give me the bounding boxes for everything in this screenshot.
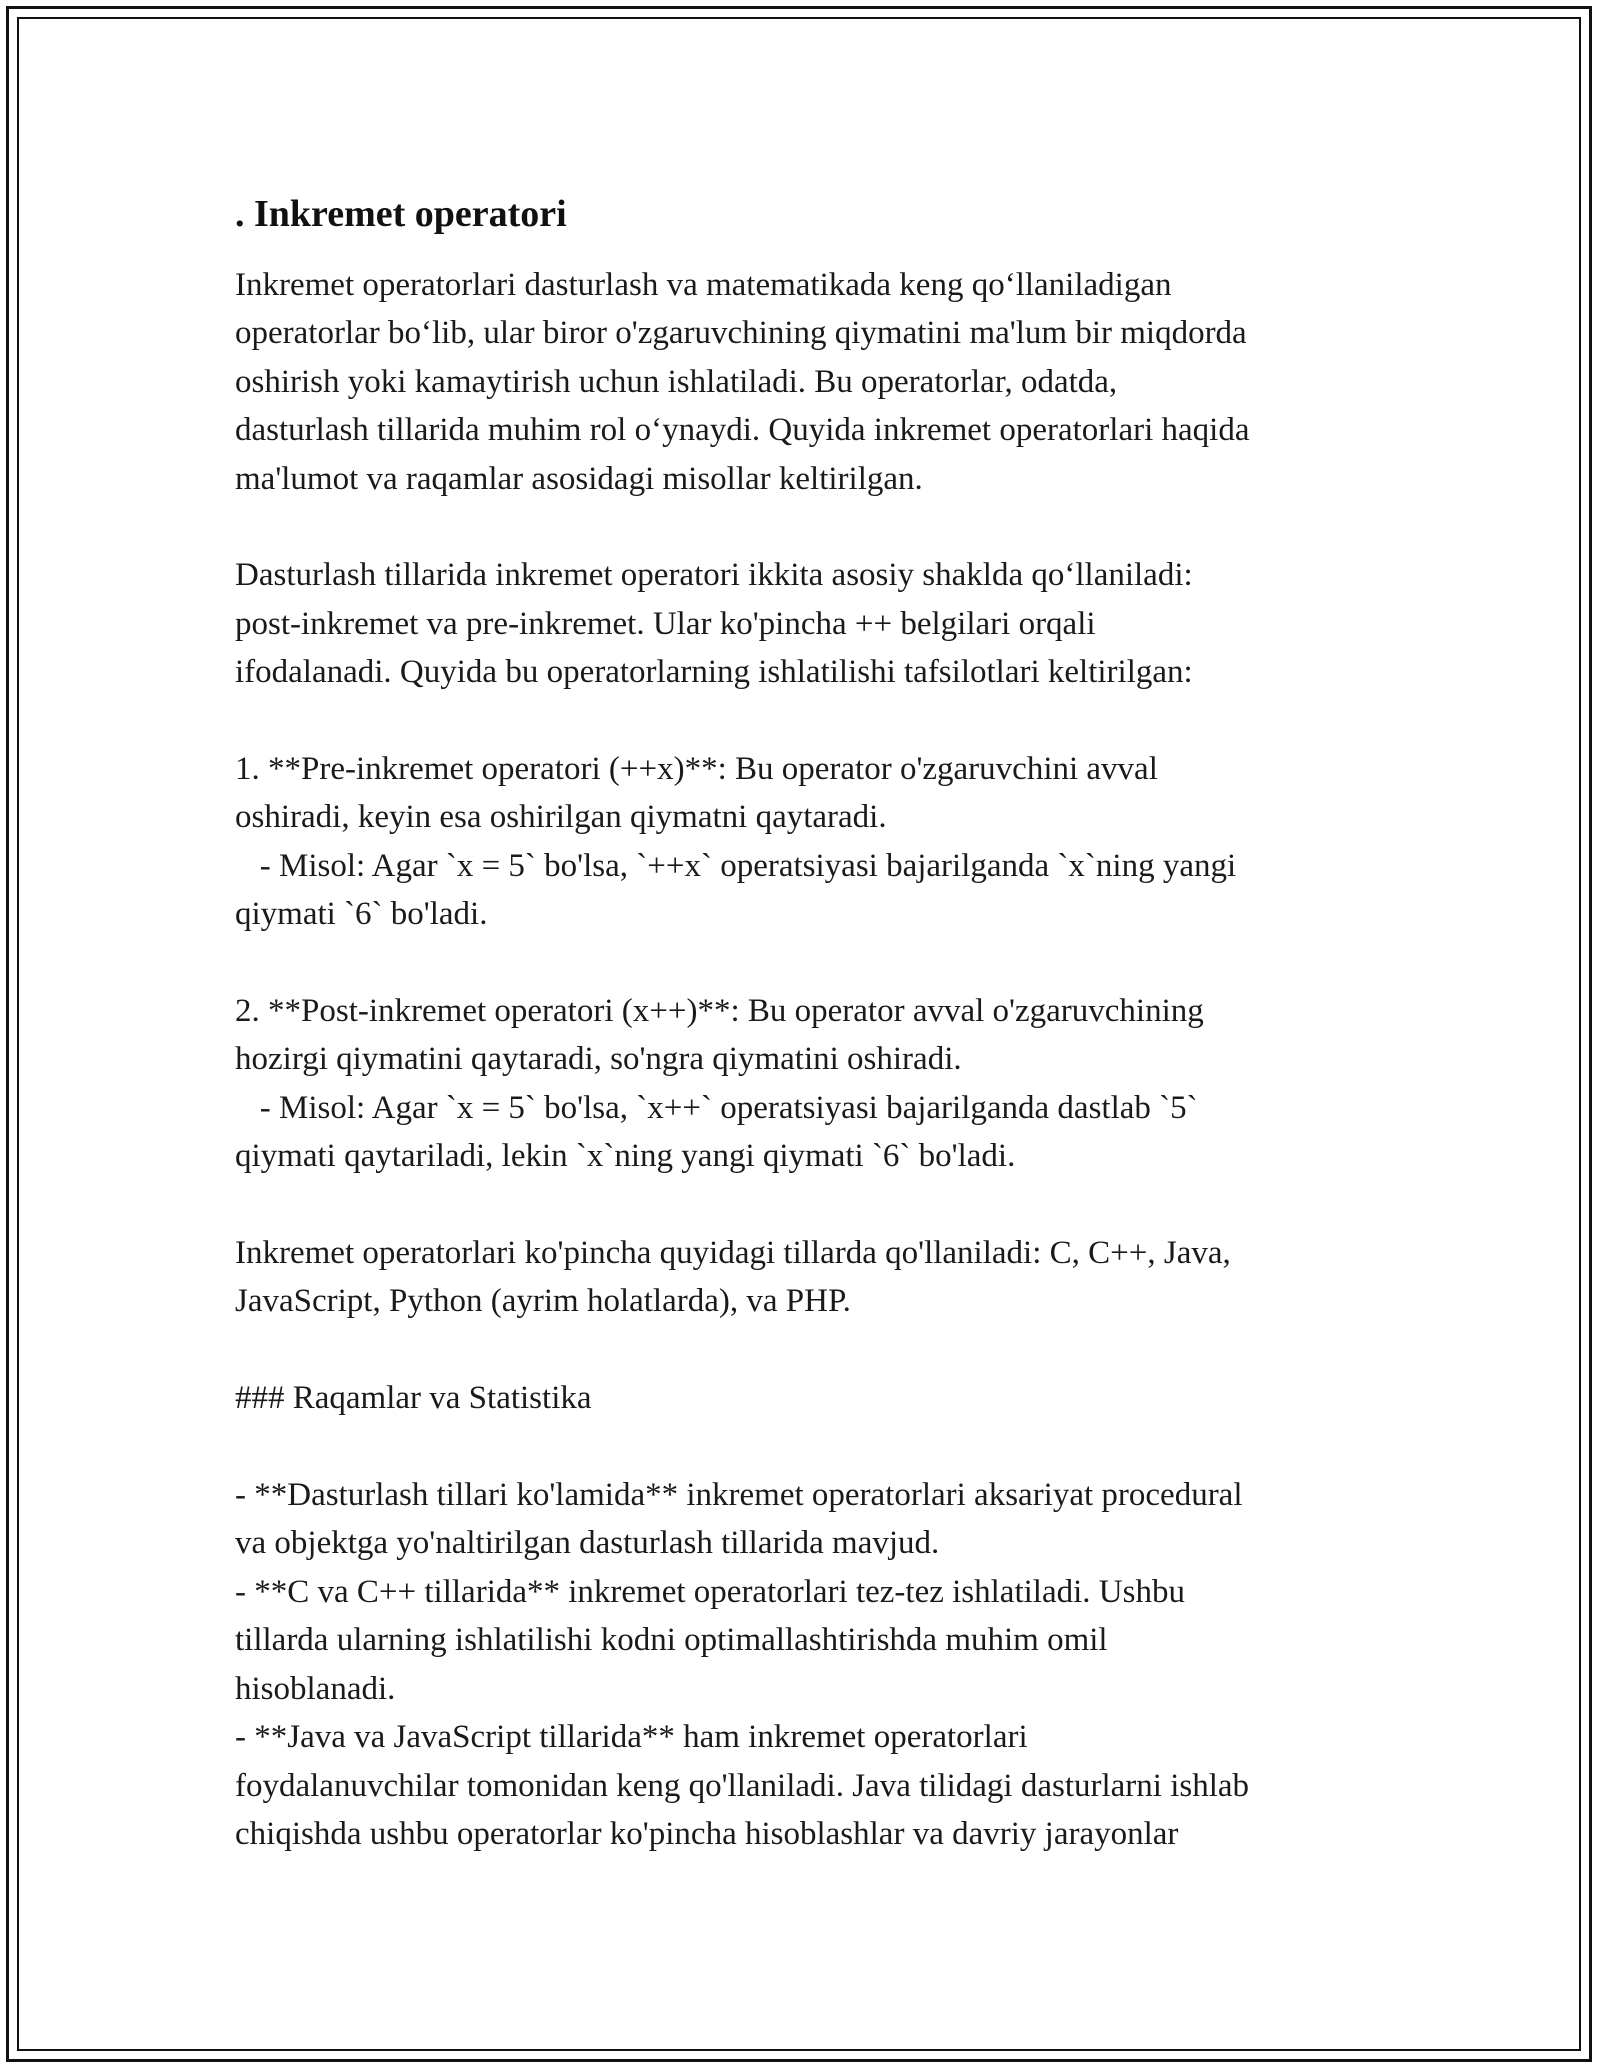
text-line: JavaScript, Python (ayrim holatlarda), va PHP. [235,1283,851,1320]
text-line: Dasturlash tillarida inkremet operatori ikkita asosiy shaklda qo‘llaniladi: [235,557,1193,594]
text-line: - **C va C++ tillarida** inkremet operatorlari tez-tez ishlatiladi. Ushbu [235,1573,1185,1610]
text-line: qiymati `6` bo'ladi. [235,896,488,933]
paragraph [235,261,1385,503]
paragraph [235,1374,1385,1422]
text-line: ### Raqamlar va Statistika [235,1380,592,1417]
text-line: hozirgi qiymatini qaytaradi, so'ngra qiymatini oshiradi. [235,1041,962,1078]
paragraph [235,745,1385,939]
text-line: foydalanuvchilar tomonidan keng qo'llaniladi. Java tilidagi dasturlarni ishlab [235,1767,1250,1804]
document-title: . Inkremet operatori [235,193,567,235]
paragraph-list [235,261,1385,1858]
text-line: chiqishda ushbu operatorlar ko'pincha hisoblashlar va davriy jarayonlar [235,1815,1179,1852]
text-line: ifodalanadi. Quyida bu operatorlarning ishlatilishi tafsilotlari keltirilgan: [235,654,1193,691]
text-line: Inkremet operatorlari ko'pincha quyidagi tillarda qo'llaniladi: C, C++, Java, [235,1235,1231,1272]
text-line: ma'lumot va raqamlar asosidagi misollar keltirilgan. [235,460,923,497]
text-line: operatorlar bo‘lib, ular biror o'zgaruvchining qiymatini ma'lum bir miqdorda [235,315,1247,352]
text-line: - Misol: Agar `x = 5` bo'lsa, `x++` operatsiyasi bajarilganda dastlab `5` [235,1089,1198,1126]
text-line: post-inkremet va pre-inkremet. Ular ko'pincha ++ belgilari orqali [235,605,1096,642]
text-line: 2. **Post-inkremet operatori (x++)**: Bu operator avval o'zgaruvchining [235,993,1204,1030]
text-line: - Misol: Agar `x = 5` bo'lsa, `++x` operatsiyasi bajarilganda `x`ning yangi [235,847,1237,884]
text-line: tillarda ularning ishlatilishi kodni optimallashtirishda muhim omil [235,1622,1108,1659]
text-line: dasturlash tillarida muhim rol o‘ynaydi. Quyida inkremet operatorlari haqida [235,412,1250,449]
paragraph [235,1229,1385,1326]
paragraph [235,1471,1385,1858]
text-line: oshiradi, keyin esa oshirilgan qiymatni qaytaradi. [235,799,887,836]
document-body [235,190,1385,1858]
text-line: - **Dasturlash tillari ko'lamida** inkremet operatorlari aksariyat procedural [235,1477,1243,1514]
text-line: hisoblanadi. [235,1670,396,1707]
text-line: Inkremet operatorlari dasturlash va matematikada keng qo‘llaniladigan [235,267,1172,303]
text-line: - **Java va JavaScript tillarida** ham inkremet operatorlari [235,1719,1028,1756]
text-line: 1. **Pre-inkremet operatori (++x)**: Bu operator o'zgaruvchini avval [235,751,1158,788]
paragraph [235,987,1385,1181]
paragraph [235,551,1385,696]
text-line: va objektga yo'naltirilgan dasturlash tillarida mavjud. [235,1525,940,1562]
text-line: qiymati qaytariladi, lekin `x`ning yangi qiymati `6` bo'ladi. [235,1138,1016,1175]
text-line: oshirish yoki kamaytirish uchun ishlatiladi. Bu operatorlar, odatda, [235,363,1118,400]
